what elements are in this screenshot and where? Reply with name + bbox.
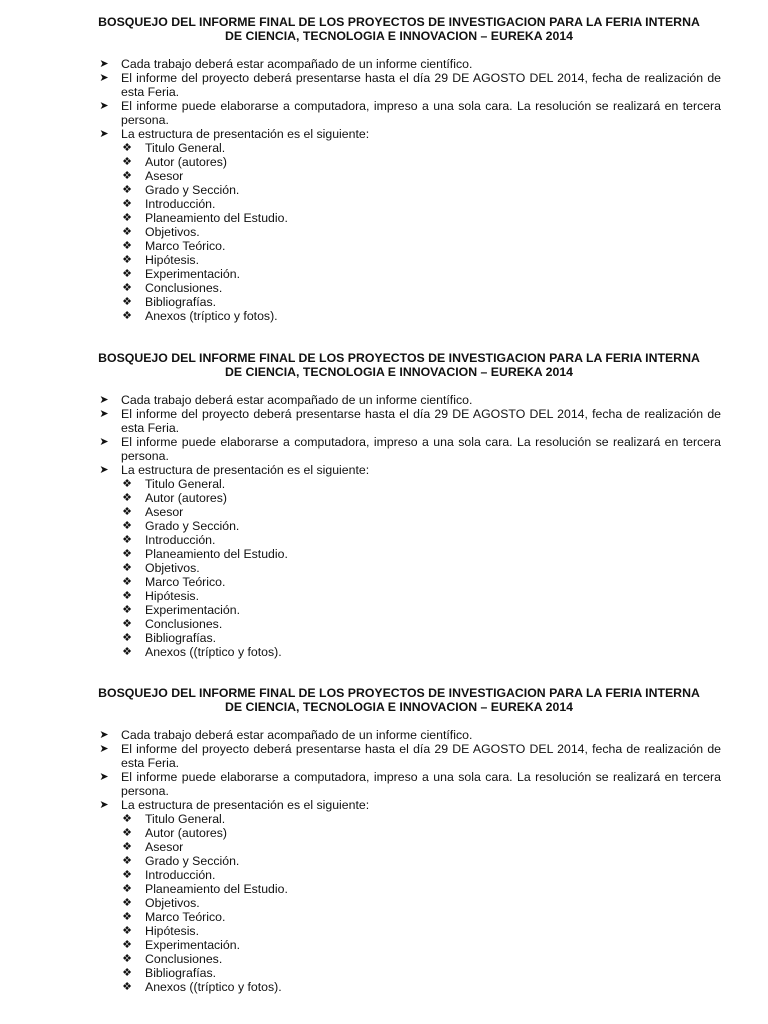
structure-item: [0, 617, 768, 631]
arrowhead-right-icon: ➤: [99, 72, 109, 84]
structure-item-text: Bibliografías.: [145, 631, 217, 645]
structure-list: [0, 141, 768, 323]
section-title: [60, 15, 738, 43]
four-diamond-icon: ❖: [122, 841, 132, 853]
four-diamond-icon: ❖: [122, 548, 132, 560]
structure-item: [0, 267, 768, 281]
structure-item: [0, 169, 768, 183]
structure-item-text: Autor (autores): [145, 155, 228, 169]
structure-item-text: Introducción.: [145, 868, 216, 882]
four-diamond-icon: ❖: [122, 897, 132, 909]
structure-item: [0, 547, 768, 561]
four-diamond-icon: ❖: [122, 618, 132, 630]
structure-list: [0, 477, 768, 659]
structure-item: [0, 141, 768, 155]
section-title: [60, 686, 738, 714]
structure-item-text: Grado y Sección.: [145, 519, 240, 533]
structure-item-text: Bibliografías.: [145, 966, 217, 980]
four-diamond-icon: ❖: [122, 156, 132, 168]
structure-item: [0, 868, 768, 882]
section-title: [60, 351, 738, 379]
structure-item-text: Hipótesis.: [145, 253, 199, 267]
four-diamond-icon: ❖: [122, 855, 132, 867]
four-diamond-icon: ❖: [122, 240, 132, 252]
four-diamond-icon: ❖: [122, 911, 132, 923]
report-section-2: [0, 351, 768, 681]
structure-item-text: Introducción.: [145, 533, 216, 547]
requirement-text: Cada trabajo deberá estar acompañado de un informe científico.: [121, 57, 473, 71]
structure-item: [0, 910, 768, 924]
structure-item: [0, 645, 768, 659]
report-section-3: [0, 686, 768, 1016]
structure-item-text: Asesor: [145, 169, 184, 183]
structure-item-text: Objetivos.: [145, 225, 200, 239]
requirement-text: El informe del proyecto deberá presentarse hasta el día 29 DE AGOSTO DEL 2014, fecha de realización de esta Feria.: [121, 407, 721, 435]
four-diamond-icon: ❖: [122, 939, 132, 951]
requirement-item: [0, 798, 768, 994]
requirement-text: La estructura de presentación es el siguiente:: [121, 463, 370, 477]
four-diamond-icon: ❖: [122, 883, 132, 895]
four-diamond-icon: ❖: [122, 520, 132, 532]
structure-item-text: Asesor: [145, 505, 184, 519]
report-section-1: [0, 15, 768, 345]
structure-item: [0, 589, 768, 603]
structure-item: [0, 225, 768, 239]
structure-item: [0, 281, 768, 295]
structure-item: [0, 826, 768, 840]
structure-item: [0, 155, 768, 169]
structure-item: [0, 938, 768, 952]
four-diamond-icon: ❖: [122, 282, 132, 294]
title-line-2: DE CIENCIA, TECNOLOGIA E INNOVACION – EUREKA 2014: [224, 365, 573, 379]
structure-item: [0, 309, 768, 323]
structure-item: [0, 183, 768, 197]
four-diamond-icon: ❖: [122, 646, 132, 658]
structure-item: [0, 519, 768, 533]
structure-item-text: Marco Teórico.: [145, 910, 226, 924]
structure-item: [0, 603, 768, 617]
requirements-list: [0, 728, 768, 994]
structure-item: [0, 197, 768, 211]
four-diamond-icon: ❖: [122, 198, 132, 210]
arrowhead-right-icon: ➤: [99, 743, 109, 755]
structure-item-text: Conclusiones.: [145, 952, 223, 966]
four-diamond-icon: ❖: [122, 813, 132, 825]
arrowhead-right-icon: ➤: [99, 771, 109, 783]
requirement-text: La estructura de presentación es el siguiente:: [121, 127, 370, 141]
structure-item: [0, 896, 768, 910]
four-diamond-icon: ❖: [122, 869, 132, 881]
structure-item: [0, 505, 768, 519]
requirement-text: El informe del proyecto deberá presentarse hasta el día 29 DE AGOSTO DEL 2014, fecha de realización de esta Feria.: [121, 71, 721, 99]
arrowhead-right-icon: ➤: [99, 394, 109, 406]
four-diamond-icon: ❖: [122, 576, 132, 588]
arrowhead-right-icon: ➤: [99, 100, 109, 112]
structure-item-text: Bibliografías.: [145, 295, 217, 309]
arrowhead-right-icon: ➤: [99, 464, 109, 476]
structure-item: [0, 631, 768, 645]
four-diamond-icon: ❖: [122, 478, 132, 490]
title-line-2: DE CIENCIA, TECNOLOGIA E INNOVACION – EUREKA 2014: [224, 700, 573, 714]
structure-item: [0, 491, 768, 505]
arrowhead-right-icon: ➤: [99, 436, 109, 448]
four-diamond-icon: ❖: [122, 632, 132, 644]
requirements-list: [0, 57, 768, 323]
arrowhead-right-icon: ➤: [99, 58, 109, 70]
structure-item-text: Titulo General.: [145, 812, 226, 826]
four-diamond-icon: ❖: [122, 562, 132, 574]
requirement-item: [0, 742, 768, 770]
structure-item-text: Experimentación.: [145, 267, 241, 281]
four-diamond-icon: ❖: [122, 310, 132, 322]
requirement-item: [0, 435, 768, 463]
requirement-text: El informe puede elaborarse a computadora, impreso a una sola cara. La resolución se realizará en tercera persona.: [121, 435, 721, 463]
requirement-item: [0, 393, 768, 407]
title-line-1: BOSQUEJO DEL INFORME FINAL DE LOS PROYECTOS DE INVESTIGACION PARA LA FERIA INTERNA: [98, 351, 700, 365]
requirement-item: [0, 770, 768, 798]
structure-item-text: Anexos ((tríptico y fotos).: [145, 645, 282, 659]
requirement-text: Cada trabajo deberá estar acompañado de un informe científico.: [121, 728, 473, 742]
structure-item: [0, 812, 768, 826]
structure-item-text: Marco Teórico.: [145, 239, 226, 253]
structure-item: [0, 980, 768, 994]
structure-item: [0, 575, 768, 589]
four-diamond-icon: ❖: [122, 953, 132, 965]
title-line-2: DE CIENCIA, TECNOLOGIA E INNOVACION – EUREKA 2014: [224, 29, 573, 43]
structure-item: [0, 477, 768, 491]
four-diamond-icon: ❖: [122, 604, 132, 616]
four-diamond-icon: ❖: [122, 534, 132, 546]
structure-list: [0, 812, 768, 994]
requirement-item: [0, 407, 768, 435]
title-line-1: BOSQUEJO DEL INFORME FINAL DE LOS PROYECTOS DE INVESTIGACION PARA LA FERIA INTERNA: [98, 15, 700, 29]
arrowhead-right-icon: ➤: [99, 128, 109, 140]
structure-item-text: Conclusiones.: [145, 281, 223, 295]
four-diamond-icon: ❖: [122, 506, 132, 518]
structure-item: [0, 533, 768, 547]
structure-item-text: Experimentación.: [145, 938, 241, 952]
structure-item: [0, 924, 768, 938]
title-line-1: BOSQUEJO DEL INFORME FINAL DE LOS PROYECTOS DE INVESTIGACION PARA LA FERIA INTERNA: [98, 686, 700, 700]
structure-item: [0, 253, 768, 267]
requirement-item: [0, 463, 768, 659]
requirement-item: [0, 71, 768, 99]
four-diamond-icon: ❖: [122, 967, 132, 979]
requirement-item: [0, 99, 768, 127]
structure-item-text: Planeamiento del Estudio.: [145, 882, 288, 896]
structure-item: [0, 952, 768, 966]
requirement-text: Cada trabajo deberá estar acompañado de un informe científico.: [121, 393, 473, 407]
four-diamond-icon: ❖: [122, 142, 132, 154]
structure-item-text: Hipótesis.: [145, 589, 199, 603]
requirement-text: El informe puede elaborarse a computadora, impreso a una sola cara. La resolución se realizará en tercera persona.: [121, 770, 721, 798]
four-diamond-icon: ❖: [122, 226, 132, 238]
arrowhead-right-icon: ➤: [99, 729, 109, 741]
four-diamond-icon: ❖: [122, 492, 132, 504]
requirement-text: El informe del proyecto deberá presentarse hasta el día 29 DE AGOSTO DEL 2014, fecha de realización de esta Feria.: [121, 742, 721, 770]
requirements-list: [0, 393, 768, 659]
structure-item-text: Titulo General.: [145, 477, 226, 491]
four-diamond-icon: ❖: [122, 296, 132, 308]
structure-item-text: Conclusiones.: [145, 617, 223, 631]
four-diamond-icon: ❖: [122, 827, 132, 839]
requirement-text: El informe puede elaborarse a computadora, impreso a una sola cara. La resolución se realizará en tercera persona.: [121, 99, 721, 127]
structure-item: [0, 239, 768, 253]
structure-item: [0, 840, 768, 854]
structure-item-text: Asesor: [145, 840, 184, 854]
structure-item-text: Titulo General.: [145, 141, 226, 155]
requirement-item: [0, 57, 768, 71]
structure-item-text: Grado y Sección.: [145, 183, 240, 197]
structure-item-text: Planeamiento del Estudio.: [145, 211, 288, 225]
structure-item-text: Autor (autores): [145, 826, 228, 840]
structure-item: [0, 882, 768, 896]
structure-item-text: Autor (autores): [145, 491, 228, 505]
structure-item: [0, 561, 768, 575]
structure-item: [0, 854, 768, 868]
four-diamond-icon: ❖: [122, 590, 132, 602]
four-diamond-icon: ❖: [122, 184, 132, 196]
structure-item-text: Planeamiento del Estudio.: [145, 547, 288, 561]
structure-item-text: Introducción.: [145, 197, 216, 211]
structure-item-text: Experimentación.: [145, 603, 241, 617]
structure-item-text: Grado y Sección.: [145, 854, 240, 868]
structure-item-text: Hipótesis.: [145, 924, 199, 938]
four-diamond-icon: ❖: [122, 170, 132, 182]
structure-item: [0, 966, 768, 980]
structure-item-text: Objetivos.: [145, 561, 200, 575]
requirement-text: La estructura de presentación es el siguiente:: [121, 798, 370, 812]
arrowhead-right-icon: ➤: [99, 408, 109, 420]
four-diamond-icon: ❖: [122, 212, 132, 224]
four-diamond-icon: ❖: [122, 268, 132, 280]
requirement-item: [0, 728, 768, 742]
arrowhead-right-icon: ➤: [99, 799, 109, 811]
structure-item-text: Objetivos.: [145, 896, 200, 910]
structure-item-text: Anexos ((tríptico y fotos).: [145, 980, 282, 994]
structure-item-text: Anexos (tríptico y fotos).: [145, 309, 278, 323]
requirement-item: [0, 127, 768, 323]
four-diamond-icon: ❖: [122, 981, 132, 993]
structure-item: [0, 295, 768, 309]
four-diamond-icon: ❖: [122, 925, 132, 937]
structure-item: [0, 211, 768, 225]
four-diamond-icon: ❖: [122, 254, 132, 266]
structure-item-text: Marco Teórico.: [145, 575, 226, 589]
